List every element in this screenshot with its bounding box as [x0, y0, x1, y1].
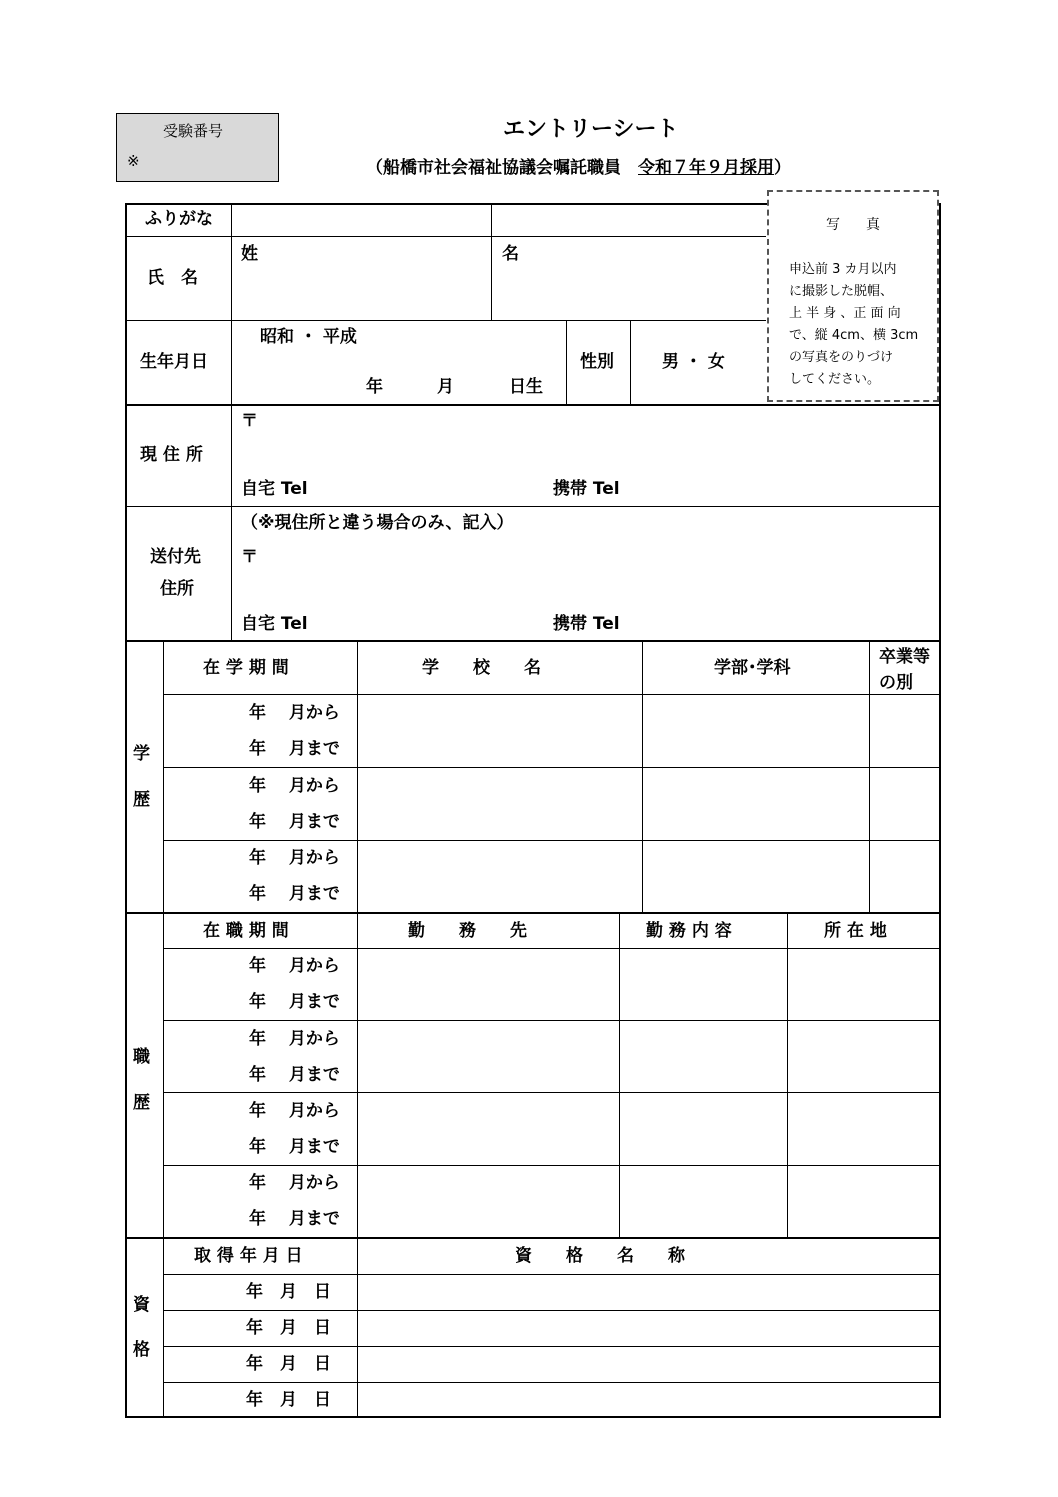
mobile-tel-label: 携帯 Tel [553, 479, 620, 499]
era-options[interactable]: 昭和 ・ 平成 [260, 327, 357, 347]
photo-line: してください。 [789, 372, 881, 387]
edu-header-school: 学 校 名 [422, 658, 541, 678]
surname-label: 姓 [241, 244, 258, 264]
home-tel-label: 自宅 Tel [241, 479, 308, 499]
work-period-from: 年 月から [249, 1029, 340, 1049]
work-period-to: 年 月まで [249, 1065, 340, 1085]
education-side-label-2: 歴 [133, 790, 150, 810]
postal-mark: 〒 [241, 547, 258, 567]
photo-title: 写 真 [826, 217, 886, 233]
exam-number-label: 受験番号 [163, 122, 224, 140]
sex-options[interactable]: 男 ・ 女 [662, 352, 725, 372]
edu-period-to: 年 月まで [249, 812, 340, 832]
work-header-employer: 勤 務 先 [408, 921, 527, 941]
mailing-address-label-1: 送付先 [150, 547, 201, 567]
furigana-given-field[interactable] [493, 205, 765, 235]
exam-number-box[interactable] [116, 113, 279, 182]
sex-label: 性別 [580, 352, 614, 372]
qual-header-name: 資 格 名 称 [515, 1246, 685, 1266]
furigana-surname-field[interactable] [233, 205, 490, 235]
photo-line: の写真をのりづけ [789, 350, 894, 365]
name-label: 氏 名 [147, 268, 198, 288]
work-header-period: 在 職 期 間 [203, 921, 289, 941]
qual-date: 年 月 日 [246, 1282, 331, 1302]
work-header-duties: 勤 務 内 容 [646, 921, 732, 941]
education-side-label-1: 学 [133, 744, 150, 764]
qual-date: 年 月 日 [246, 1390, 331, 1410]
qualification-side-label-1: 資 [133, 1295, 150, 1315]
qual-date: 年 月 日 [246, 1318, 331, 1338]
work-period-from: 年 月から [249, 956, 340, 976]
address-label: 現 住 所 [140, 445, 203, 465]
work-period-to: 年 月まで [249, 992, 340, 1012]
surname-field[interactable] [233, 238, 490, 319]
subtitle-suffix: ） [774, 158, 791, 178]
photo-line: 申込前 3 カ月以内 [789, 262, 897, 277]
birthdate-label: 生年月日 [140, 352, 208, 372]
address-field[interactable] [262, 408, 938, 468]
edu-header-period: 在 学 期 間 [203, 658, 289, 678]
page-title: エントリーシート [503, 117, 679, 142]
exam-number-mark: ※ [127, 152, 140, 170]
work-side-label-1: 職 [133, 1047, 150, 1067]
postal-mark: 〒 [241, 411, 258, 431]
edu-header-graduation-2: の別 [879, 673, 913, 693]
furigana-label: ふりがな [145, 209, 213, 229]
qual-header-date: 取 得 年 月 日 [194, 1246, 303, 1266]
photo-line: 上 半 身 、正 面 向 [789, 306, 901, 321]
given-name-label: 名 [502, 244, 519, 264]
mailing-address-label-2: 住所 [160, 579, 194, 599]
edu-period-from: 年 月から [249, 703, 340, 723]
photo-line: で、縦 4cm、横 3cm [789, 328, 919, 343]
month-label: 月 [437, 377, 454, 397]
edu-period-from: 年 月から [249, 776, 340, 796]
work-side-label-2: 歴 [133, 1093, 150, 1113]
year-label: 年 [366, 377, 383, 397]
edu-header-graduation-1: 卒業等 [879, 647, 930, 667]
edu-header-faculty: 学部･学科 [714, 658, 791, 678]
home-tel-label: 自宅 Tel [241, 614, 308, 634]
qual-date: 年 月 日 [246, 1354, 331, 1374]
subtitle-date: 令和７年９月採用 [638, 158, 774, 178]
edu-period-to: 年 月まで [249, 884, 340, 904]
mailing-note: （※現住所と違う場合のみ、記入） [241, 513, 514, 533]
edu-period-to: 年 月まで [249, 739, 340, 759]
work-period-to: 年 月まで [249, 1137, 340, 1157]
day-born-label: 日生 [509, 377, 543, 397]
mobile-tel-label: 携帯 Tel [553, 614, 620, 634]
work-period-from: 年 月から [249, 1173, 340, 1193]
subtitle [366, 153, 791, 178]
mailing-address-field[interactable] [262, 540, 938, 604]
work-header-location: 所 在 地 [824, 921, 887, 941]
photo-box [767, 190, 939, 402]
photo-instructions [789, 259, 918, 391]
work-period-from: 年 月から [249, 1101, 340, 1121]
edu-period-from: 年 月から [249, 848, 340, 868]
qualification-side-label-2: 格 [133, 1340, 150, 1360]
work-period-to: 年 月まで [249, 1209, 340, 1229]
photo-line: に撮影した脱帽、 [789, 284, 894, 299]
subtitle-prefix: （船橋市社会福祉協議会嘱託職員 [366, 158, 638, 178]
given-name-field[interactable] [493, 238, 765, 319]
